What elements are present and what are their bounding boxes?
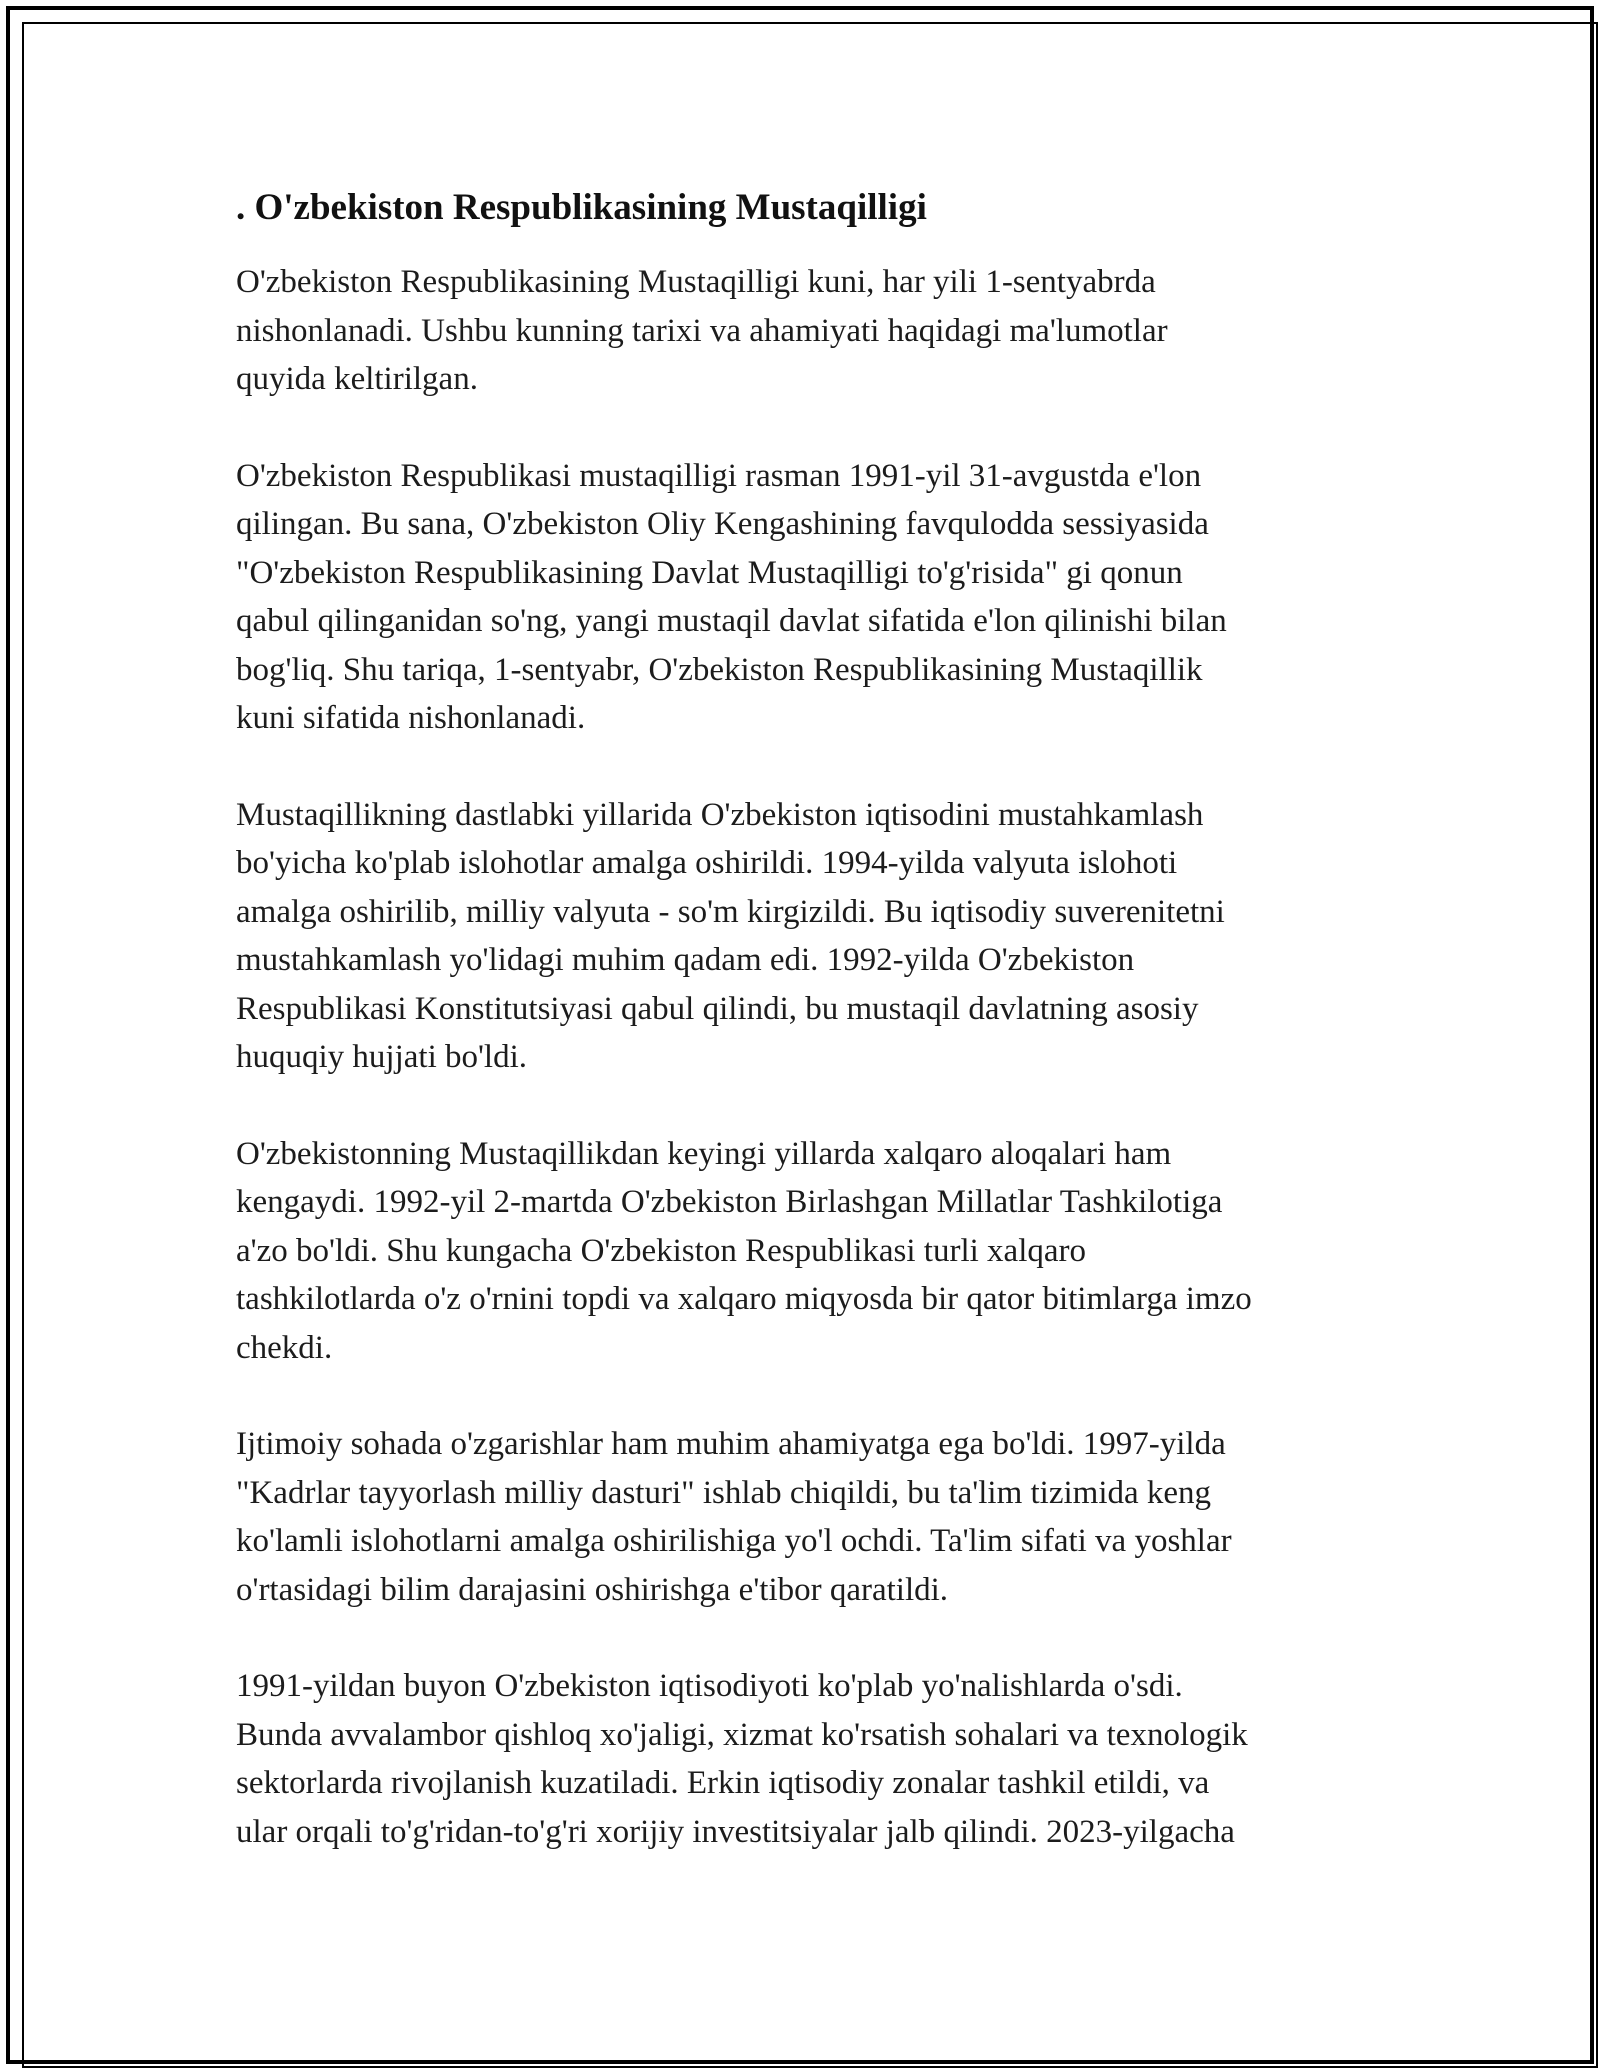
paragraph-economic-growth xyxy=(236,1662,1372,1856)
paragraph-line: a'zo bo'ldi. Shu kungacha O'zbekiston Respublikasi turli xalqaro xyxy=(236,1232,1087,1269)
paragraph-line: chekdi. xyxy=(236,1329,333,1366)
paragraph-line: o'rtasidagi bilim darajasini oshirishga e'tibor qaratildi. xyxy=(236,1571,949,1608)
paragraph-line: O'zbekiston Respublikasining Mustaqilligi kuni, har yili 1-sentyabrda xyxy=(236,264,1156,300)
paragraph-line: qilingan. Bu sana, O'zbekiston Oliy Kengashining favqulodda sessiyasida xyxy=(236,506,1209,542)
paragraph-intro xyxy=(236,258,1372,404)
paragraph-line: kuni sifatida nishonlanadi. xyxy=(236,700,586,736)
paragraph-line: bog'liq. Shu tariqa, 1-sentyabr, O'zbekiston Respublikasining Mustaqillik xyxy=(236,651,1203,688)
paragraph-line: Bunda avvalambor qishloq xo'jaligi, xizmat ko'rsatish sohalari va texnologik xyxy=(236,1716,1248,1753)
paragraph-line: bo'yicha ko'plab islohotlar amalga oshirildi. 1994-yilda valyuta islohoti xyxy=(236,845,1178,881)
paragraph-line: sektorlarda rivojlanish kuzatiladi. Erkin iqtisodiy zonalar tashkil etildi, va xyxy=(236,1765,1210,1801)
document-body xyxy=(236,186,1372,1856)
paragraph-line: Respublikasi Konstitutsiyasi qabul qilindi, bu mustaqil davlatning asosiy xyxy=(236,990,1199,1027)
paragraph-line: "O'zbekiston Respublikasining Davlat Mustaqilligi to'g'risida" gi qonun xyxy=(236,554,1183,591)
paragraph-line: Ijtimoiy sohada o'zgarishlar ham muhim ahamiyatga ega bo'ldi. 1997-yilda xyxy=(236,1426,1226,1462)
paragraph-line: O'zbekistonning Mustaqillikdan keyingi yillarda xalqaro aloqalari ham xyxy=(236,1135,1172,1172)
paragraph-line: huquqiy hujjati bo'ldi. xyxy=(236,1039,528,1075)
paragraph-line: "Kadrlar tayyorlash milliy dasturi" ishlab chiqildi, bu ta'lim tizimida keng xyxy=(236,1474,1212,1511)
paragraph-social-sphere xyxy=(236,1420,1372,1614)
paragraph-line: tashkilotlarda o'z o'rnini topdi va xalqaro miqyosda bir qator bitimlarga imzo xyxy=(236,1281,1252,1317)
paragraph-line: amalga oshirilib, milliy valyuta - so'm kirgizildi. Bu iqtisodiy suverenitetni xyxy=(236,893,1225,930)
paragraph-line: quyida keltirilgan. xyxy=(236,361,478,397)
paragraph-line: qabul qilinganidan so'ng, yangi mustaqil davlat sifatida e'lon qilinishi bilan xyxy=(236,603,1227,639)
page-title: . O'zbekiston Respublikasining Mustaqilligi xyxy=(236,187,927,228)
paragraph-line: 1991-yildan buyon O'zbekiston iqtisodiyoti ko'plab yo'nalishlarda o'sdi. xyxy=(236,1668,1183,1704)
paragraph-line: ko'lamli islohotlarni amalga oshirilishiga yo'l ochdi. Ta'lim sifati va yoshlar xyxy=(236,1523,1232,1559)
paragraph-line: ular orqali to'g'ridan-to'g'ri xorijiy investitsiyalar jalb qilindi. 2023-yilgacha xyxy=(236,1813,1235,1850)
paragraph-line: Mustaqillikning dastlabki yillarida O'zbekiston iqtisodini mustahkamlash xyxy=(236,796,1204,833)
paragraph-line: kengaydi. 1992-yil 2-martda O'zbekiston Birlashgan Millatlar Tashkilotiga xyxy=(236,1184,1223,1220)
paragraph-international-relations xyxy=(236,1130,1372,1373)
paragraph-line: nishonlanadi. Ushbu kunning tarixi va ahamiyati haqidagi ma'lumotlar xyxy=(236,312,1168,349)
paragraph-line: mustahkamlash yo'lidagi muhim qadam edi. 1992-yilda O'zbekiston xyxy=(236,942,1135,978)
paragraph-line: O'zbekiston Respublikasi mustaqilligi rasman 1991-yil 31-avgustda e'lon xyxy=(236,457,1202,494)
paragraph-declaration xyxy=(236,452,1372,743)
paragraph-economic-reforms xyxy=(236,791,1372,1082)
